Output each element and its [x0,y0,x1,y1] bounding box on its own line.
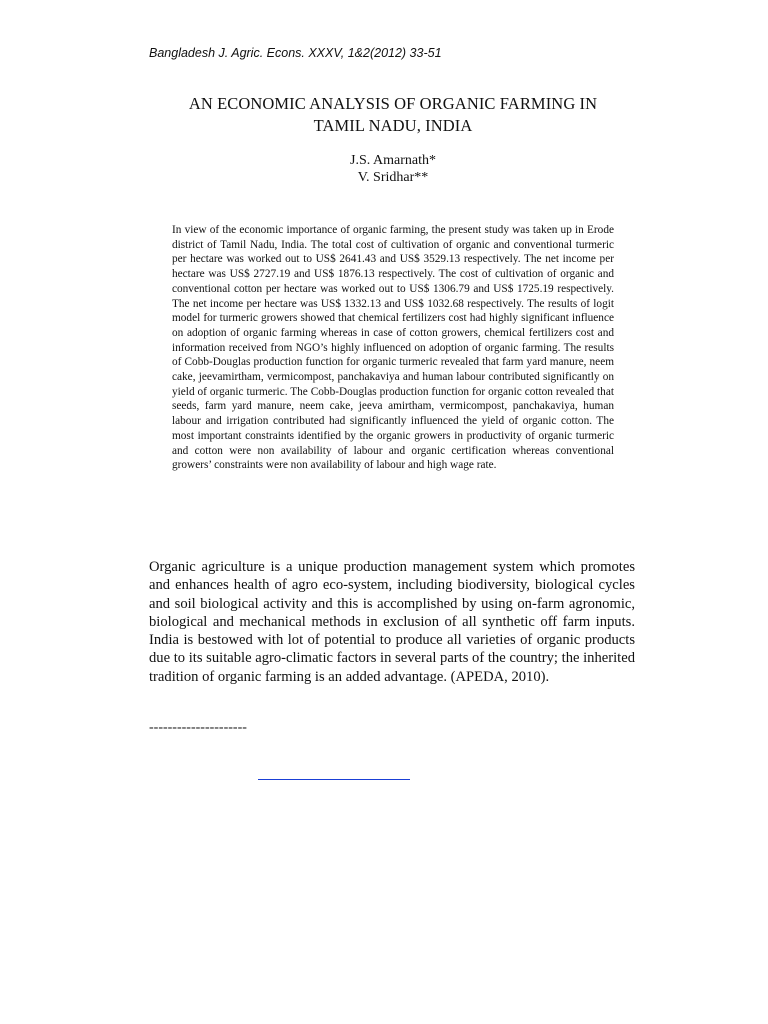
paper-title [150,93,636,137]
title-line-2: TAMIL NADU, INDIA [313,116,473,135]
author-list [150,152,636,186]
footnote-divider: --------------------- [149,720,247,735]
title-line-1: AN ECONOMIC ANALYSIS OF ORGANIC FARMING IN [188,94,598,113]
journal-reference: Bangladesh J. Agric. Econs. XXXV, 1&2(2012) 33-51 [149,46,442,60]
hyperlink-underline[interactable] [258,779,410,780]
author-1: J.S. Amarnath* [350,153,436,168]
abstract-text: In view of the economic importance of organic farming, the present study was taken up in Erode district of Tamil Nadu, India. The total cost of cultivation of organic and conventional turmeric per hectare was worked out to US$ 2641.43 and US$ 3529.13 respectively. The net income per hectare was US$ 2727.19 and US$ 1876.13 respectively. The cost of cultivation of organic and conventional cotton per hectare was worked out to US$ 1306.79 and US$ 1725.19 respectively. The net income per hectare was US$ 1332.13 and US$ 1032.68 respectively. The results of logit model for turmeric growers showed that chemical fertilizers cost had highly significant influence on adoption of organic farming whereas in case of cotton growers, chemical fertilizers cost and information received from NGO’s highly influenced on adoption of organic farming. The results of Cobb-Douglas production function for organic turmeric revealed that farm yard manure, neem cake, jeevamirtham, vermicompost, panchakaviya and human labour contributed significantly on yield of organic turmeric. The Cobb-Douglas production function for organic cotton revealed that seeds, farm yard manure, neem cake, jeeva amirtham, vermicompost, panchakaviya, human labour and irrigation contributed had significantly influenced the yield of organic cotton. The most important constraints identified by the organic growers in productivity of organic turmeric and cotton were non availability of labour and organic certification whereas conventional growers’ constraints were non availability of labour and high wage rate. [172,224,614,472]
author-2: V. Sridhar** [357,170,429,185]
introduction-paragraph: Organic agriculture is a unique production management system which promotes and enhances health of agro eco-system, including biodiversity, biological cycles and soil biological activity and this is accomplished by using on-farm agronomic, biological and mechanical methods in exclusion of all synthetic off farm inputs. India is bestowed with lot of potential to produce all varieties of organic products due to its suitable agro-climatic factors in several parts of the country; the inherited tradition of organic farming is an added advantage. (APEDA, 2010). [149,559,635,685]
